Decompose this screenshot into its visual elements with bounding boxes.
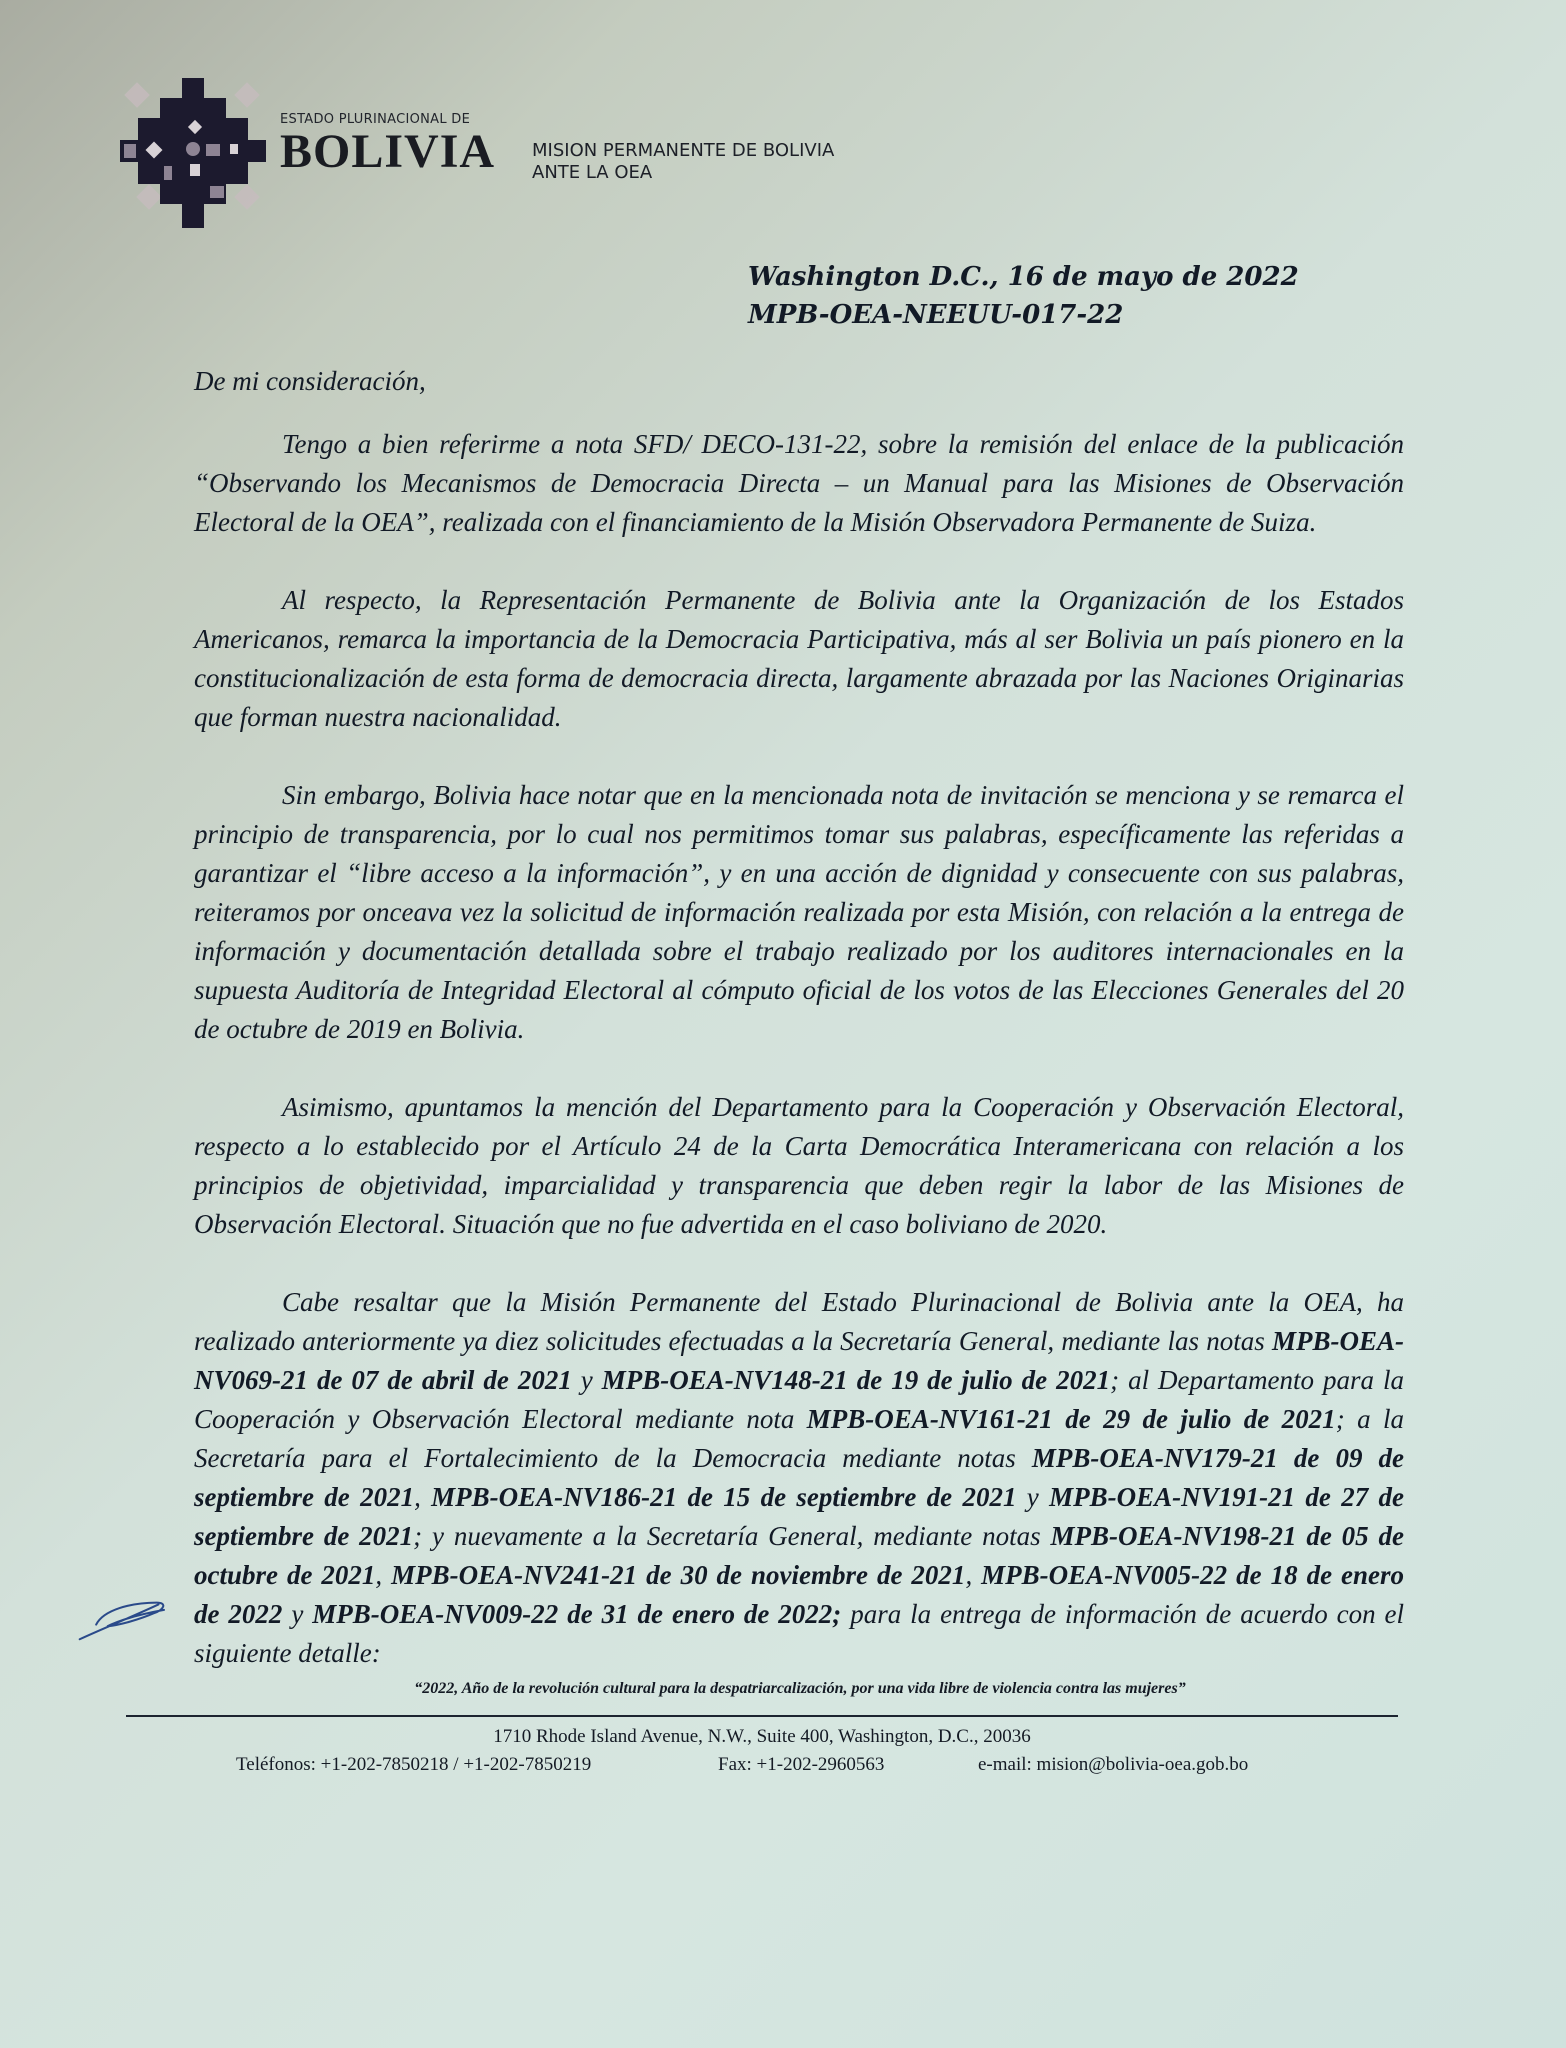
- paragraph-5-text: [194, 1283, 1404, 1673]
- footer-email: e-mail: mision@bolivia-oea.gob.bo: [978, 1754, 1249, 1775]
- text-run: ,: [375, 1560, 392, 1590]
- text-run: ; y nuevamente a la Secretaría General, mediante notas: [413, 1521, 1051, 1551]
- text-run: ,: [414, 1482, 432, 1512]
- country-name: BOLIVIA: [280, 125, 496, 178]
- text-run: y: [571, 1365, 602, 1395]
- text-run: para la entrega de información de acuerdo con el siguiente detalle:: [194, 1599, 1405, 1668]
- letterhead: [120, 0, 920, 228]
- paragraph-4-text: Asimismo, apuntamos la mención del Departamento para la Cooperación y Observación Electoral, respecto a lo establecido por el Artículo 24 de la Carta Democrática Interamericana con relación a los principios de objetividad, imparcialidad y transparencia que deben regir la labor de las Misiones de Observación Electoral. Situación que no fue advertida en el caso boliviano de 2020.: [194, 1092, 1404, 1239]
- date-reference-block: [748, 258, 1566, 334]
- note-reference: MPB-OEA-NV179-21 de 09 de septiembre de 2021: [194, 1443, 1404, 1512]
- text-run: Cabe resaltar que la Misión Permanente del Estado Plurinacional de Bolivia ante la OEA, ha realizado anteriormente ya diez solicitudes efectuadas a la Secretaría General, mediante las notas: [194, 1287, 1404, 1356]
- text-run: y: [1016, 1482, 1050, 1512]
- note-reference: MPB-OEA-NV009-22 de 31 de enero de 2022;: [312, 1599, 842, 1629]
- motto-line: “2022, Año de la revolución cultural para la despatriarcalización, por una vida libre de violencia contra las mujeres”: [414, 1680, 1186, 1697]
- handwritten-initials-icon: [76, 1597, 186, 1643]
- paragraph-3-text: Sin embargo, Bolivia hace notar que en la mencionada nota de invitación se menciona y se remarca el principio de transparencia, por lo cual nos permitimos tomar sus palabras, específicamente las referidas a garantizar el “libre acceso a la información”, y en una acción de dignidad y consecuente con sus palabras, reiteramos por onceava vez la solicitud de información realizada por esta Misión, con relación a la entrega de información y documentación detallada sobre el trabajo realizado por los auditores internacionales en la supuesta Auditoría de Integridad Electoral al cómputo oficial de los votos de las Elecciones Generales del 20 de octubre de 2019 en Bolivia.: [194, 780, 1404, 1044]
- note-reference: MPB-OEA-NV148-21 de 19 de julio de 2021: [601, 1365, 1111, 1395]
- place-date: Washington D.C., 16 de mayo de 2022: [748, 262, 1299, 292]
- footer-divider: [126, 1715, 1398, 1717]
- text-run: ; al Departamento para la Cooperación y Observación Electoral mediante nota: [194, 1365, 1404, 1434]
- footer-phones: Teléfonos: +1-202-7850218 / +1-202-7850219: [236, 1754, 592, 1775]
- brand-block: [280, 112, 520, 176]
- footer-fax: Fax: +1-202-2960563: [718, 1754, 885, 1775]
- note-reference: MPB-OEA-NV186-21 de 15 de septiembre de 2021: [431, 1482, 1017, 1512]
- text-run: y: [282, 1599, 313, 1629]
- paragraph-5: [194, 1283, 1404, 1673]
- note-reference: MPB-OEA-NV005-22 de 18 de enero de 2022: [194, 1560, 1405, 1629]
- mission-line-1: MISION PERMANENTE DE BOLIVIA: [532, 140, 835, 161]
- note-reference: MPB-OEA-NV241-21 de 30 de noviembre de 2021: [391, 1560, 966, 1590]
- text-run: ; a la Secretaría para el Fortalecimiento de la Democracia mediante notas: [194, 1404, 1404, 1473]
- salutation: De mi consideración,: [194, 366, 426, 396]
- note-reference: MPB-OEA-NV191-21 de 27 de septiembre de 2021: [194, 1482, 1404, 1551]
- reference-number: MPB-OEA-NEEUU-017-22: [748, 300, 1124, 330]
- note-reference: MPB-OEA-NV161-21 de 29 de julio de 2021: [806, 1404, 1336, 1434]
- note-reference: MPB-OEA-NV198-21 de 05 de octubre de 2021: [194, 1521, 1404, 1590]
- text-run: ,: [965, 1560, 982, 1590]
- paragraph-2-text: Al respecto, la Representación Permanente de Bolivia ante la Organización de los Estados Americanos, remarca la importancia de la Democracia Participativa, más al ser Bolivia un país pionero en la constitucionalización de esta forma de democracia directa, largamente abrazada por las Naciones Originarias que forman nuestra nacionalidad.: [194, 585, 1404, 732]
- footer-address: 1710 Rhode Island Avenue, N.W., Suite 400, Washington, D.C., 20036: [493, 1726, 1031, 1747]
- mission-line-2: ANTE LA OEA: [532, 162, 653, 183]
- mission-name: [532, 140, 834, 184]
- letter-body: [194, 362, 1404, 1673]
- paragraph-1-text: Tengo a bien referirme a nota SFD/ DECO-131-22, sobre la remisión del enlace de la publicación “Observando los Mecanismos de Democracia Directa – un Manual para las Misiones de Observación Electoral de la OEA”, realizada con el financiamiento de la Misión Observadora Permanente de Suiza.: [194, 429, 1404, 537]
- estado-label: ESTADO PLURINACIONAL DE: [280, 112, 471, 127]
- chakana-emblem-logo: [120, 78, 270, 228]
- footer-contacts: [0, 1753, 1566, 1779]
- note-reference: MPB-OEA-NV069-21 de 07 de abril de 2021: [194, 1326, 1404, 1395]
